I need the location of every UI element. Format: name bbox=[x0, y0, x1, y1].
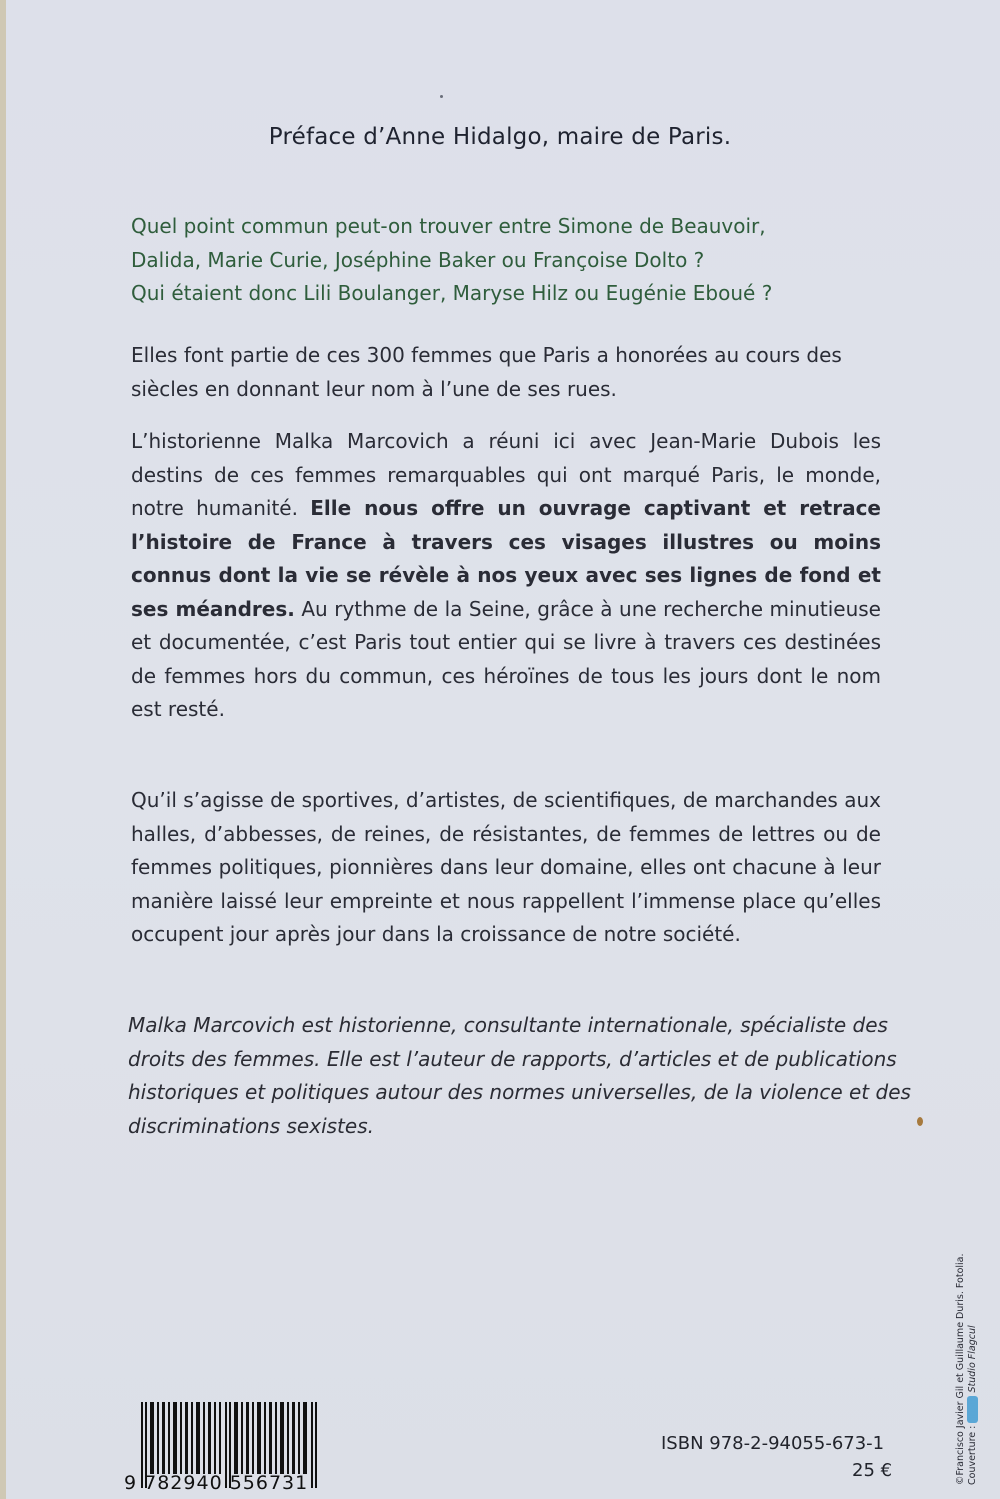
studio-name: Studio Flagcul bbox=[967, 1325, 978, 1396]
credits-line bbox=[967, 1253, 979, 1485]
price: 25 € bbox=[852, 1460, 893, 1481]
description-rest: Au rythme de la Seine, grâce à une recherche minutieuse et documentée, c’est Paris tout entier qui se livre à travers ces destinées de femmes hors du commun, ces héroïnes de tous les jours dont le nom est resté. bbox=[131, 596, 881, 721]
preface-line: Préface d’Anne Hidalgo, maire de Paris. bbox=[268, 124, 732, 150]
intro-line: Qui étaient donc Lili Boulanger, Maryse Hilz ou Eugénie Eboué ? bbox=[131, 281, 773, 305]
studio-logo-icon: mah bbox=[967, 1396, 978, 1423]
photo-credits bbox=[955, 1253, 979, 1485]
paragraph-300-women: Elles font partie de ces 300 femmes que Paris a honorées au cours des siècles en donnant leur nom à l’une de ses rues. bbox=[131, 343, 842, 401]
print-mark bbox=[440, 95, 443, 98]
isbn: ISBN 978-2-94055-673-1 bbox=[661, 1433, 885, 1454]
description-intro: L’historienne Malka Marcovich a réuni ici avec Jean-Marie Dubois les destins de ces femmes remarquables qui ont marqué Paris, le monde, notre humanité. bbox=[131, 429, 881, 520]
intro-question bbox=[131, 210, 881, 311]
paragraph-description bbox=[131, 425, 881, 727]
author-bio: Malka Marcovich est historienne, consultante internationale, spécialiste des droits des femmes. Elle est l’auteur de rapports, d’articles et de publications historiques et politiques autour des normes universelles, de la violence et des discriminations sexistes. bbox=[128, 1013, 911, 1138]
intro-line: Dalida, Marie Curie, Joséphine Baker ou Françoise Dolto ? bbox=[131, 247, 705, 272]
paragraph-women-types: Qu’il s’agisse de sportives, d’artistes, de scientifiques, de marchandes aux halles, d’abbesses, de reines, de résistantes, de femmes de lettres ou de femmes politiques, pionnières dans leur domaine, elles ont chacune à leur manière laissé leur empreinte et nous rappellent l’immense place qu’elles occupent jour après jour dans la croissance de notre société. bbox=[131, 788, 881, 946]
description-highlight: Elle nous offre un ouvrage captivant et retrace l’histoire de France à travers ces visages illustres ou moins connus dont la vie se révèle à nos yeux avec ses lignes de fond et ses méandres. bbox=[131, 496, 881, 621]
credits-line: ©Francisco Javier Gil et Guillaume Duris. Fotolia. bbox=[955, 1253, 966, 1485]
intro-line: Quel point commun peut-on trouver entre Simone de Beauvoir, bbox=[131, 214, 766, 238]
paper-stain bbox=[917, 1117, 923, 1126]
credits-cover-label: Couverture : bbox=[967, 1422, 978, 1485]
barcode-digits: 9 782940 556731 bbox=[124, 1472, 309, 1494]
